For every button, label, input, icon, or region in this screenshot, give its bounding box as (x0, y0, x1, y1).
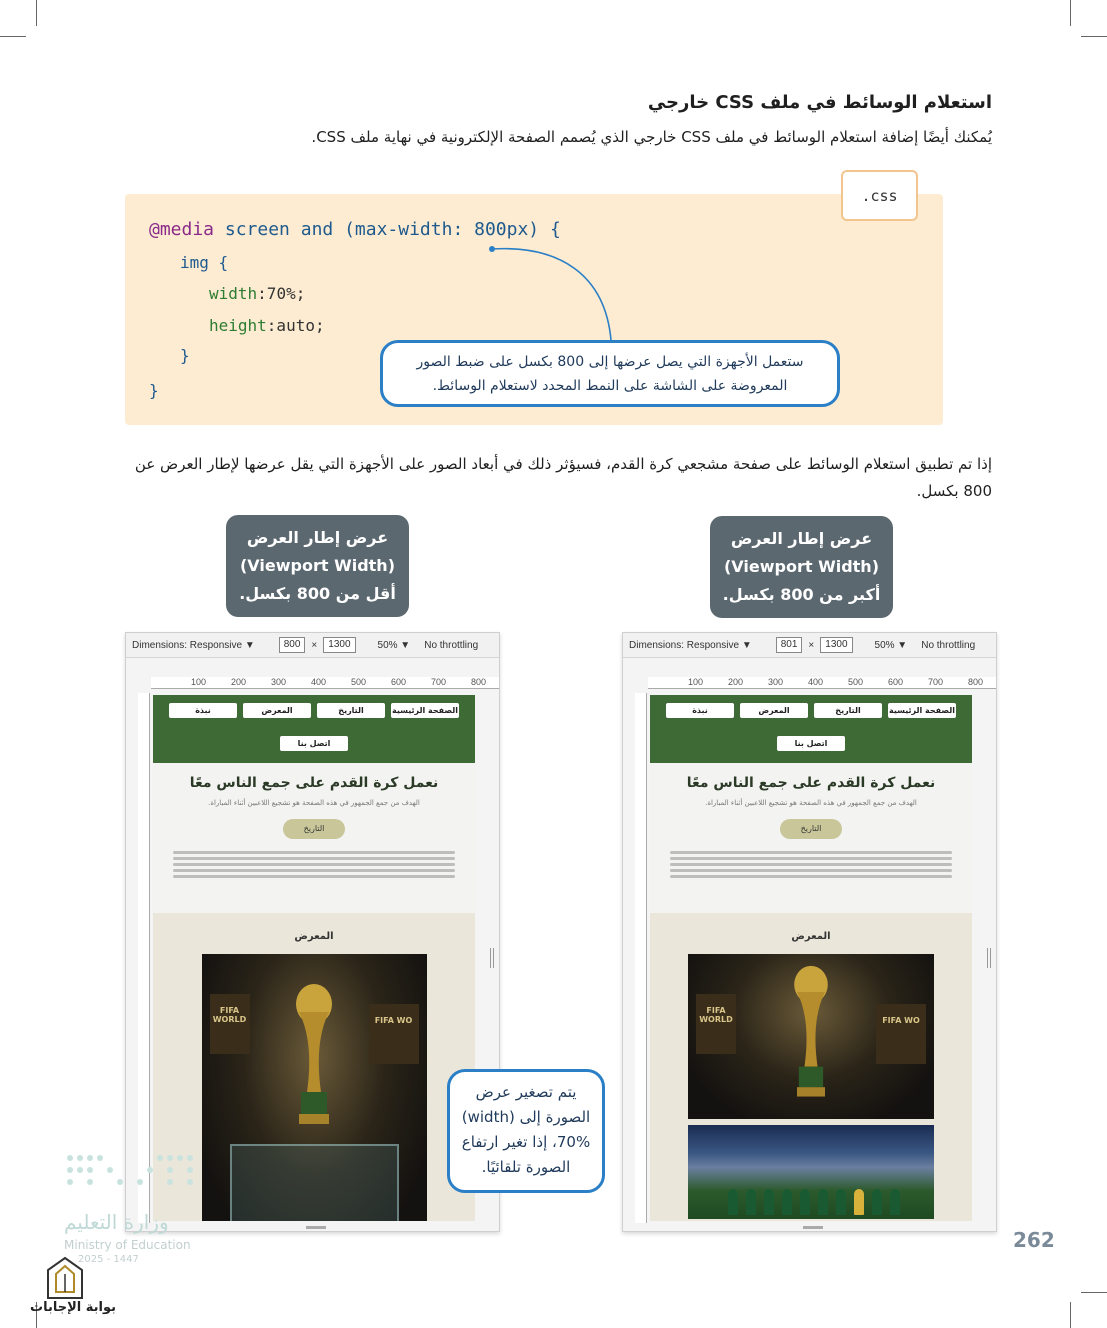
text-lines (173, 851, 455, 878)
width-input[interactable]: 801 (776, 637, 803, 653)
resize-handle-side[interactable] (987, 948, 991, 968)
hero-section (650, 763, 972, 913)
trophy-icon (784, 964, 838, 1104)
code-property: width (209, 284, 258, 303)
callout-line: 70%، إذا تغير ارتفاع (461, 1133, 591, 1151)
code-line-5: } (180, 346, 190, 365)
ministry-year: 2025 - 1447 (78, 1254, 139, 1265)
ruler-mark: 800 (968, 677, 984, 687)
gallery-section (153, 913, 475, 1221)
site-preview (153, 695, 475, 1221)
times-sign: × (808, 639, 815, 651)
resize-handle[interactable] (306, 1226, 326, 1229)
label-viewport-greater (710, 516, 893, 618)
dimensions-select[interactable]: Dimensions: Responsive ▼ (629, 639, 752, 651)
callout-line: الصورة تلقائيًا. (481, 1158, 571, 1176)
ruler-vertical (138, 693, 150, 1223)
code-keyword: @media (149, 219, 215, 240)
wall-sign: FIFA WORLD (210, 994, 250, 1054)
page-number: 262 (1013, 1228, 1055, 1252)
code-media-query: screen and (max-width: 800px) { (214, 219, 561, 240)
code-value: :auto; (266, 316, 325, 335)
ruler-mark: 700 (928, 677, 944, 687)
gallery-title: المعرض (791, 931, 831, 942)
callout-line: يتم تصغير عرض (475, 1083, 577, 1101)
label-line: أقل من 800 بكسل. (239, 584, 396, 603)
browser-left (125, 632, 500, 1232)
ruler-vertical (635, 693, 647, 1223)
nav-about[interactable]: نبذة (666, 703, 734, 718)
ruler-mark: 800 (471, 677, 487, 687)
site-nav (153, 695, 475, 763)
code-value: :70%; (257, 284, 306, 303)
browser-right (622, 632, 997, 1232)
resize-handle-side[interactable] (490, 948, 494, 968)
label-viewport-less (226, 515, 409, 617)
ruler-mark: 300 (768, 677, 784, 687)
intro-text: يُمكنك أيضًا إضافة استعلام الوسائط في ملف CSS خارجي الذي يُصمم الصفحة الإلكترونية في نهاية ملف CSS. (311, 128, 992, 146)
brand-name: بوابة الإجابات (30, 1300, 116, 1315)
callout-line: ستعمل الأجهزة التي يصل عرضها إلى 800 بكسل على ضبط الصور (416, 354, 804, 370)
body-paragraph: إذا تم تطبيق استعلام الوسائط على صفحة مشجعي كرة القدم، فسيؤثر ذلك في أبعاد الصور على الأجهزة التي يقل عرضها لإطار العرض عن 800 بكسل. (134, 455, 992, 500)
code-callout (380, 340, 840, 407)
history-button[interactable]: التاريخ (283, 819, 345, 839)
history-button[interactable]: التاريخ (780, 819, 842, 839)
ruler-mark: 100 (191, 677, 207, 687)
devtools-toolbar (126, 633, 499, 658)
code-line-6: } (149, 381, 159, 400)
ruler-mark: 400 (311, 677, 327, 687)
nav-gallery[interactable]: المعرض (740, 703, 808, 718)
team-photo (688, 1125, 934, 1219)
nav-history[interactable]: التاريخ (317, 703, 385, 718)
callout-line: المعروضة على الشاشة على النمط المحدد لاستعلام الوسائط. (432, 378, 788, 394)
trophy-image (688, 954, 934, 1119)
throttle-select[interactable]: No throttling (921, 639, 976, 651)
ruler-mark: 300 (271, 677, 287, 687)
nav-contact[interactable]: اتصل بنا (280, 736, 348, 751)
wall-sign: FIFA WO (369, 1004, 419, 1064)
height-input[interactable]: 1300 (323, 637, 355, 653)
display-case (230, 1144, 399, 1221)
ministry-name-en: Ministry of Education (64, 1238, 191, 1252)
nav-contact[interactable]: اتصل بنا (777, 736, 845, 751)
trophy-image (202, 954, 427, 1221)
ruler-mark: 700 (431, 677, 447, 687)
ruler-mark: 600 (888, 677, 904, 687)
throttle-select[interactable]: No throttling (424, 639, 479, 651)
hero-title: نعمل كرة القدم على جمع الناس معًا (686, 775, 936, 791)
ruler-mark: 400 (808, 677, 824, 687)
devtools-toolbar (623, 633, 996, 658)
nav-home[interactable]: الصفحة الرئيسية (888, 703, 956, 718)
connector-curve (492, 249, 611, 340)
hero-title: نعمل كرة القدم على جمع الناس معًا (189, 775, 439, 791)
ruler-mark: 100 (688, 677, 704, 687)
ruler-mark: 200 (231, 677, 247, 687)
label-line: أكبر من 800 بكسل. (722, 585, 881, 604)
ruler-mark: 500 (351, 677, 367, 687)
wall-sign: FIFA WORLD (696, 994, 736, 1054)
trophy-icon (287, 982, 341, 1132)
dimensions-select[interactable]: Dimensions: Responsive ▼ (132, 639, 255, 651)
ruler-mark: 600 (391, 677, 407, 687)
hero-subtitle: الهدف من جمع الجمهور في هذه الصفحة هو تشجيع اللاعبين أثناء المباراة. (705, 799, 917, 807)
site-preview (650, 695, 972, 1221)
label-line: (Viewport Width) (723, 557, 880, 576)
code-property: height (209, 316, 267, 335)
zoom-select[interactable]: 50% ▼ (377, 639, 411, 651)
gallery-title: المعرض (294, 931, 334, 942)
nav-gallery[interactable]: المعرض (243, 703, 311, 718)
zoom-select[interactable]: 50% ▼ (874, 639, 908, 651)
nav-about[interactable]: نبذة (169, 703, 237, 718)
ministry-name-ar: وزارة التعليم (64, 1210, 169, 1234)
width-input[interactable]: 800 (279, 637, 306, 653)
css-file-tab: .css (841, 170, 918, 221)
text-lines (670, 851, 952, 878)
nav-history[interactable]: التاريخ (814, 703, 882, 718)
resize-handle[interactable] (803, 1226, 823, 1229)
ruler-mark: 500 (848, 677, 864, 687)
image-callout (447, 1069, 605, 1193)
section-heading: استعلام الوسائط في ملف CSS خارجي (647, 92, 992, 113)
hero-subtitle: الهدف من جمع الجمهور في هذه الصفحة هو تشجيع اللاعبين أثناء المباراة. (208, 799, 420, 807)
times-sign: × (311, 639, 318, 651)
ruler-horizontal (648, 677, 996, 689)
code-line-2: img { (180, 253, 229, 272)
label-line: عرض إطار العرض (246, 528, 389, 547)
hero-section (153, 763, 475, 913)
site-nav (650, 695, 972, 763)
ministry-logo-dots (64, 1150, 199, 1195)
label-line: عرض إطار العرض (730, 529, 873, 548)
wall-sign: FIFA WO (876, 1004, 926, 1064)
ruler-horizontal (151, 677, 499, 689)
nav-home[interactable]: الصفحة الرئيسية (391, 703, 459, 718)
callout-line: الصورة إلى (width) (461, 1108, 591, 1126)
label-line: (Viewport Width) (239, 556, 396, 575)
height-input[interactable]: 1300 (820, 637, 852, 653)
brand-logo-icon (44, 1256, 86, 1300)
gallery-section (650, 913, 972, 1221)
ruler-mark: 200 (728, 677, 744, 687)
